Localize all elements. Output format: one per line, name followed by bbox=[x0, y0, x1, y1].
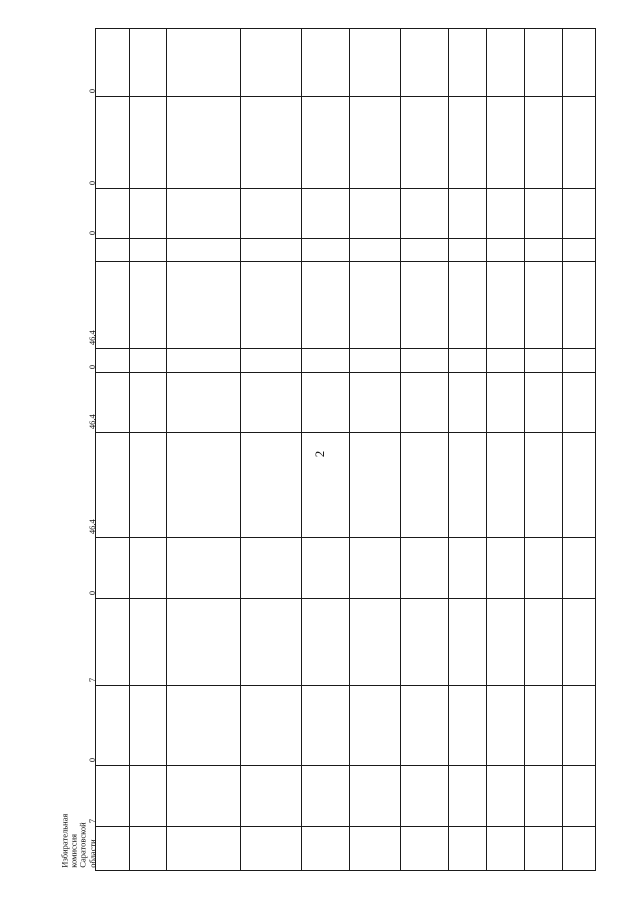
row-divider bbox=[349, 28, 350, 871]
column-divider bbox=[95, 598, 596, 599]
data-table bbox=[59, 28, 596, 871]
row-divider bbox=[562, 28, 563, 871]
cell-value: 0 bbox=[86, 757, 97, 762]
page-number: 2 bbox=[312, 450, 327, 458]
cell-value: 46,4 bbox=[86, 414, 97, 429]
row-divider bbox=[448, 28, 449, 871]
cell-value: 46,4 bbox=[86, 519, 97, 534]
table-cell bbox=[86, 261, 129, 348]
table-row-name-cell bbox=[59, 813, 129, 871]
row-divider bbox=[301, 28, 302, 871]
column-divider bbox=[95, 372, 596, 373]
table-cell bbox=[86, 765, 129, 826]
column-divider bbox=[95, 432, 596, 433]
cell-value: 0 bbox=[86, 88, 97, 93]
table-border-right bbox=[595, 28, 596, 871]
column-divider bbox=[95, 96, 596, 97]
table-border-bottom bbox=[95, 870, 596, 871]
cell-value: 7 bbox=[86, 677, 97, 682]
row-divider bbox=[166, 28, 167, 871]
table-cell bbox=[86, 537, 129, 598]
cell-value: 0 bbox=[86, 180, 97, 185]
row-divider bbox=[240, 28, 241, 871]
cell-value: 0 bbox=[86, 590, 97, 595]
column-divider bbox=[95, 685, 596, 686]
row-divider bbox=[129, 28, 130, 871]
table-border-top bbox=[95, 28, 596, 29]
table-cell bbox=[86, 96, 129, 188]
column-divider bbox=[95, 188, 596, 189]
cell-value: 0 bbox=[86, 230, 97, 235]
table-cell bbox=[86, 432, 129, 537]
table-cell bbox=[86, 348, 129, 372]
column-divider bbox=[95, 765, 596, 766]
row-divider bbox=[486, 28, 487, 871]
table-cell bbox=[86, 372, 129, 432]
column-divider bbox=[95, 261, 596, 262]
table-cell bbox=[95, 238, 129, 261]
table-cell bbox=[86, 598, 129, 685]
column-divider bbox=[95, 238, 596, 239]
cell-value: 0 bbox=[86, 364, 97, 369]
row-divider bbox=[400, 28, 401, 871]
cell-value: 46,4 bbox=[86, 330, 97, 345]
column-divider bbox=[95, 348, 596, 349]
table-cell bbox=[86, 188, 129, 238]
column-divider bbox=[95, 537, 596, 538]
cell-value: 7 bbox=[86, 818, 97, 823]
table-cell bbox=[86, 685, 129, 765]
organization-name: Избирательная комиссия Саратовской области bbox=[59, 813, 97, 868]
row-divider bbox=[524, 28, 525, 871]
table-cell bbox=[86, 28, 129, 96]
column-divider bbox=[95, 826, 596, 827]
